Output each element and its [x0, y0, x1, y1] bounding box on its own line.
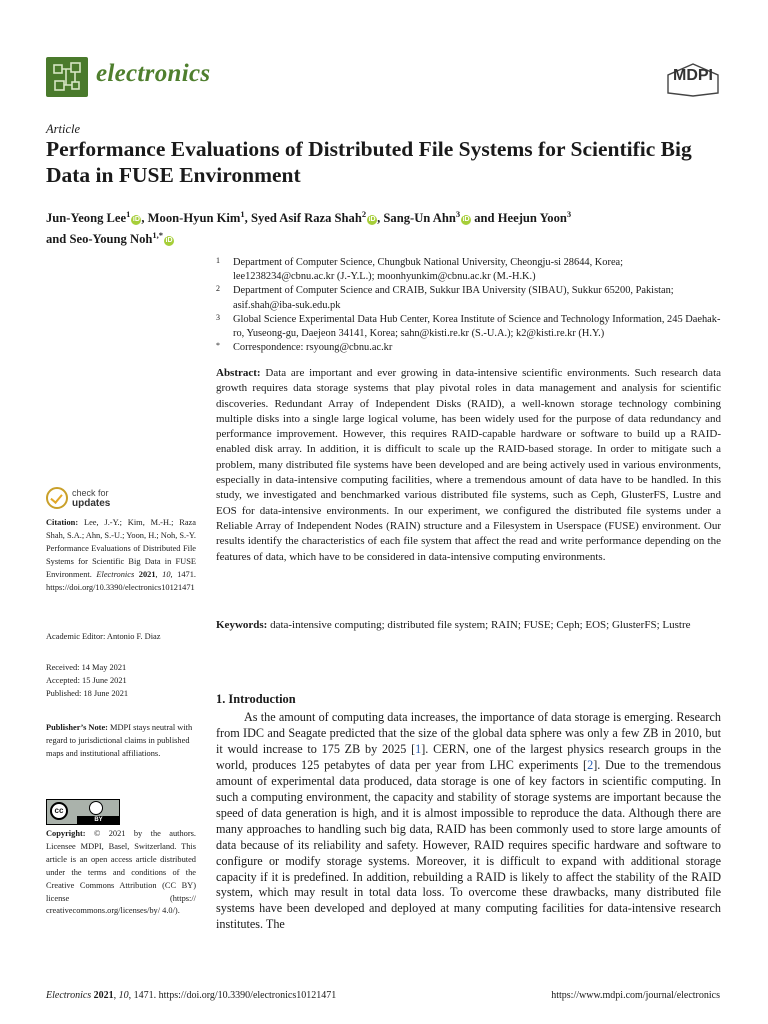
mdpi-logo-text: MDPI: [673, 67, 713, 84]
author-name[interactable]: Sang-Un Ahn: [383, 211, 456, 226]
abstract-text: Data are important and ever growing in data-intensive scientific environments. Such research data growth requires data storage systems that play pivotal roles in data management and analysis for scientific discoveries. Redundant Array of Independent Disks (RAID), a well-known storage technology combining multiple disks into a single large logical volume, has been widely used for the purpose of data redundancy and performance improvement. However, this requires RAID-capable hardware or software to build up a RAID-enabled disk array. In addition, it is difficult to scale up the RAID-based storage. In order to mitigate such a problem, many distributed file systems have been developed and are being actively used in various environments, especially in data-intensive computing facilities, where a tremendous amount of data have to be handled. In this study, we investigated and benchmarked various distributed file systems, such as Ceph, GlusterFS, Lustre and EOS for data-intensive environments. In our experiment, we configured the distributed file systems under a Reliable Array of Independent Nodes (RAIN) structure and a Filesystem in Userspace (FUSE) environment. Our results identify the characteristics of each file system that affect the read and write performance depending on the features of data, which have to be considered in data-intensive computing environments.: [216, 367, 722, 563]
affiliation-text: Global Science Experimental Data Hub Center, Korea Institute of Science and Technology Information, 245 Daehak-ro, Yuseong-gu, Daejeon 34141, Korea; sahn@kisti.re.kr (S.-U.A.); k2@kisti.re.kr (H.Y.): [233, 313, 721, 340]
intro-paragraph: [216, 710, 721, 933]
abstract: [216, 366, 721, 565]
footer-volume: 10: [118, 990, 129, 1001]
copyright-text: © 2021 by the authors. Licensee MDPI, Basel, Switzerland. This article is an open access article distributed under the terms and conditions of the Creative Commons Attribution (CC BY) license (https:// creativecommons.org/licenses/by/ 4.0/).: [46, 829, 197, 916]
cc-by-label: BY: [77, 816, 120, 824]
cc-license-badge[interactable]: [46, 799, 120, 825]
journal-name: electronics: [96, 60, 211, 87]
affiliation-mark: 1: [216, 256, 220, 265]
accepted-date: Accepted: 15 June 2021: [46, 675, 127, 685]
copyright-label: Copyright:: [46, 829, 86, 838]
author-affiliation-mark: 3: [455, 209, 461, 219]
intro-text: As the amount of computing data increases, the importance of data storage is emerging. Research from IDC and Seagate predicted that the size of the global data sphere was only a few ZB in 2010, but it would increase to 175 ZB by 2025 [: [216, 710, 721, 756]
affiliation-item: [216, 313, 726, 341]
publisher-note-text: MDPI stays neutral with regard to jurisdictional claims in published maps and institutional affiliations.: [46, 723, 193, 758]
author-name[interactable]: Moon-Hyun Kim: [147, 211, 241, 226]
affiliation-item: [216, 256, 726, 284]
cc-icon: cc: [50, 802, 68, 820]
affiliation-text: Department of Computer Science, Chungbuk National University, Cheongju-si 28644, Korea; lee1238234@cbnu.ac.kr (J.-Y.L.); moonhyunkim@cbnu.ac.kr (M.-H.K.): [233, 257, 624, 283]
citation-label: Citation:: [46, 518, 79, 527]
keywords-text: data-intensive computing; distributed file system; RAIN; FUSE; Ceph; EOS; GlusterFS; Lustre: [270, 619, 691, 631]
orcid-icon[interactable]: iD: [462, 216, 470, 224]
keywords-label: Keywords:: [216, 619, 268, 631]
affiliation-text: Department of Computer Science and CRAIB, Sukkur IBA University (SIBAU), Sukkur 65200, Pakistan; asif.shah@iba-suk.edu.pk: [233, 285, 674, 311]
citation-text: Lee, J.-Y.; Kim, M.-H.; Raza Shah, S.A.; Ahn, S.-U.; Yoon, H.; Noh, S.-Y. Performance Evaluations of Distributed File Systems for Scientific Big Data in FUSE Environment.: [46, 518, 196, 579]
section-heading: 1. Introduction: [216, 692, 296, 706]
keywords: [216, 618, 721, 633]
affiliations: [216, 256, 726, 355]
intro-text: ]. CERN, one of the largest physics research groups in the world, produces 125 petabytes of data per year from LHC experiments [: [216, 741, 721, 772]
check-updates-line2: updates: [72, 498, 111, 509]
footer-journal: Electronics: [46, 990, 92, 1001]
journal-logo-icon: [46, 57, 88, 97]
abstract-label: Abstract:: [216, 367, 261, 379]
affiliation-mark: 2: [216, 284, 220, 294]
academic-editor: Academic Editor: Antonio F. Diaz: [46, 632, 161, 641]
affiliation-mark: *: [216, 341, 220, 351]
citation-volume: 10: [162, 569, 171, 579]
author-name[interactable]: Seo-Young Noh: [69, 232, 153, 247]
intro-text: ]. Due to the tremendous amount of experimental data produced, data storage is one of key factors in scientific computing. In such a computing environment, the capacity and stability of storage systems are important because the speed of data generation is high, and it is almost impossible to reproduce the data. Although there are many approaches to handling such big data, RAID has been commonly used to store large amounts of data because of its reliability and safety. However, RAID requires specific hardware and software to configure or modify storage systems. Moreover, it is difficult to expand with additional storage capacity if it is predefined. In addition, rebuilding a RAID is likely to affect the stability of the RAID system, which may result in total data loss. To overcome these drawbacks, many distributed file systems have been developed and deployed at many computing facilities for data-intensive research institutes. The: [216, 757, 722, 932]
author-affiliation-mark: 1: [240, 209, 245, 219]
citation-doi[interactable]: , 1471. https://doi.org/10.3390/electronics10121471: [46, 569, 197, 592]
article-type: Article: [46, 122, 81, 136]
publisher-note: [46, 722, 196, 761]
citation-link[interactable]: 1: [415, 741, 422, 756]
check-updates-icon: [46, 487, 68, 509]
citation-block: Citation: Lee, J.-Y.; Kim, M.-H.; Raza Shah, S.A.; Ahn, S.-U.; Yoon, H.; Noh, S.-Y. Performance Evaluations of Distributed File Systems for Scientific Big Data in FUSE Environment. Electronics 2021, 10, 1471. https://doi.org/10.3390/electronics10121471: [46, 518, 197, 592]
author-affiliation-mark: 1: [126, 209, 131, 219]
person-icon: [89, 801, 103, 815]
author-affiliation-mark: 1,*: [152, 230, 164, 241]
affiliation-item: [216, 341, 726, 355]
author-name[interactable]: Jun-Yeong Lee: [46, 211, 127, 226]
check-updates-line1: check for: [72, 488, 109, 498]
received-date: Received: 14 May 2021: [46, 663, 127, 672]
citation-journal: Electronics: [96, 569, 135, 579]
mdpi-logo: [666, 63, 720, 97]
affiliation-text: Correspondence: rsyoung@cbnu.ac.kr: [233, 342, 393, 354]
copyright-block: [46, 828, 196, 918]
publisher-note-label: Publisher’s Note:: [46, 723, 108, 732]
citation-link[interactable]: 2: [587, 757, 594, 772]
footer-doi[interactable]: , 1471. https://doi.org/10.3390/electronics10121471: [128, 990, 337, 1001]
affiliation-mark: 3: [216, 312, 220, 322]
affiliation-item: [216, 284, 726, 312]
footer-year: 2021: [93, 990, 114, 1001]
publication-dates: [46, 662, 128, 701]
footer-journal-url[interactable]: https://www.mdpi.com/journal/electronics: [551, 990, 720, 1001]
author-affiliation-mark: 3: [566, 209, 572, 219]
orcid-icon[interactable]: iD: [368, 216, 376, 224]
author-name[interactable]: Heejun Yoon: [497, 211, 567, 226]
citation-year: 2021: [138, 569, 156, 579]
check-for-updates-button[interactable]: [46, 484, 166, 514]
orcid-icon[interactable]: iD: [132, 216, 140, 224]
footer-citation: Electronics 2021, 10, 1471. https://doi.org/10.3390/electronics10121471: [46, 990, 337, 1001]
author-affiliation-mark: 2: [361, 209, 367, 219]
orcid-icon[interactable]: iD: [165, 237, 173, 245]
published-date: Published: 18 June 2021: [46, 688, 129, 698]
author-name[interactable]: Syed Asif Raza Shah: [250, 211, 362, 226]
author-list: Jun-Yeong Lee$^1$iD , Moon-Hyun Kim$^1$, Syed Asif Raza Shah$^2$iD , Sang-Un Ahn$^3$iD and Heejun Yoon$^3$ and Seo-Young Noh$^{1,*}$iD: [46, 209, 572, 247]
paper-title: Performance Evaluations of Distributed File Systems for Scientific Big Data in FUSE Environment: [46, 137, 692, 187]
